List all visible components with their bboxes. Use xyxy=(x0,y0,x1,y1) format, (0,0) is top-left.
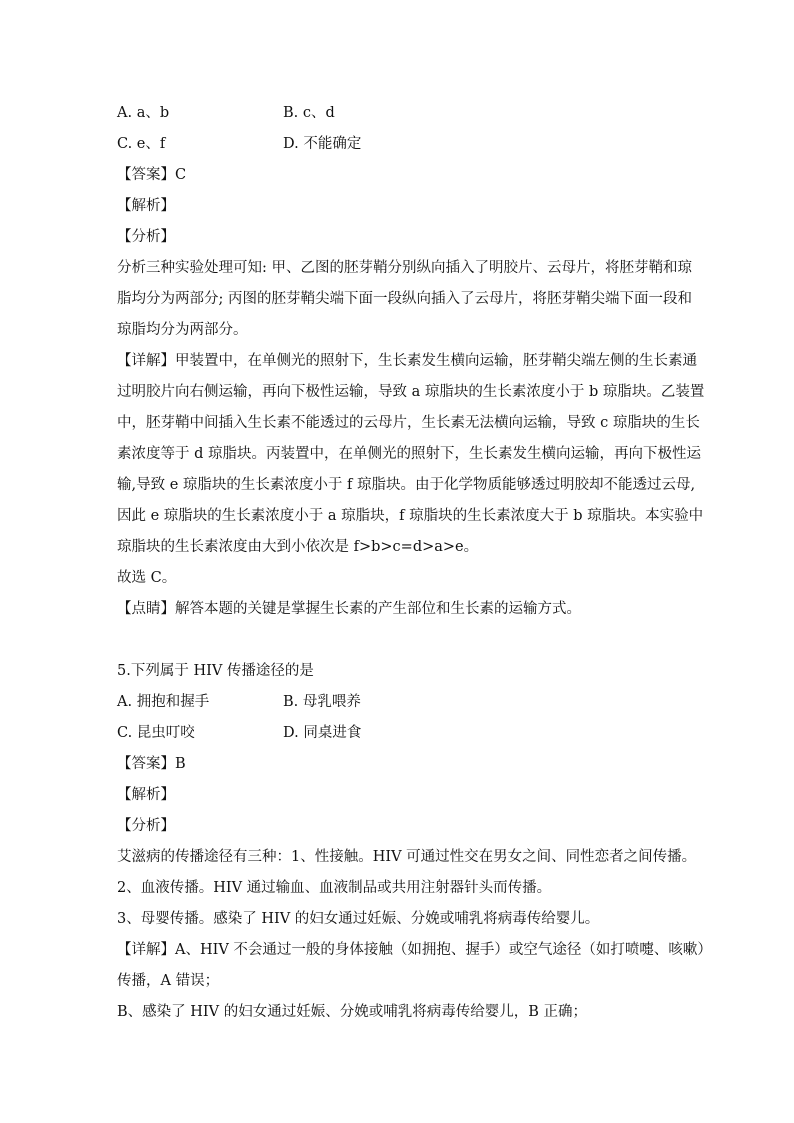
q4-detail-line: 因此 e 琼脂块的生长素浓度小于 a 琼脂块，f 琼脂块的生长素浓度大于 b 琼脂块。本实验中 xyxy=(117,508,704,524)
q5-option-d: D. 同桌进食 xyxy=(283,725,362,741)
q4-detail-line: 素浓度等于 d 琼脂块。丙装置中，在单侧光的照射下，生长素发生横向运输，再向下极性运 xyxy=(117,446,701,462)
q4-option-a: A. a、b xyxy=(117,105,170,121)
q4-option-d: D. 不能确定 xyxy=(283,136,362,152)
q5-question: 5.下列属于 HIV 传播途径的是 xyxy=(117,663,314,679)
q4-dianjing: 【点睛】解答本题的关键是掌握生长素的产生部位和生长素的运输方式。 xyxy=(117,601,581,617)
q5-option-row-2 xyxy=(117,718,677,749)
q5-option-a: A. 拥抱和握手 xyxy=(117,694,210,710)
q4-jiexi-heading: 【解析】 xyxy=(117,198,175,214)
q5-option-b: B. 母乳喂养 xyxy=(283,694,361,710)
q4-fenxi-line: 脂均分为两部分; 丙图的胚芽鞘尖端下面一段纵向插入了云母片，将胚芽鞘尖端下面一段和 xyxy=(117,291,692,307)
q5-option-c: C. 昆虫叮咬 xyxy=(117,725,195,741)
q5-fenxi-line: 2、血液传播。HIV 通过输血、血液制品或共用注射器针头而传播。 xyxy=(117,880,552,896)
q5-jiexi-heading: 【解析】 xyxy=(117,787,175,803)
q5-detail-line: 【详解】A、HIV 不会通过一般的身体接触（如拥抱、握手）或空气途径（如打喷嚏、咳嗽） xyxy=(117,942,712,958)
q4-conclusion: 故选 C。 xyxy=(117,570,177,586)
q4-fenxi-line: 琼脂均分为两部分。 xyxy=(117,322,248,338)
q5-fenxi-line: 3、母婴传播。感染了 HIV 的妇女通过妊娠、分娩或哺乳将病毒传给婴儿。 xyxy=(117,911,600,927)
q4-detail-line: 过明胶片向右侧运输，再向下极性运输，导致 a 琼脂块的生长素浓度小于 b 琼脂块。乙装置 xyxy=(117,384,705,400)
q5-answer: 【答案】B xyxy=(117,756,186,772)
q4-detail-line: 琼脂块的生长素浓度由大到小依次是 f>b>c=d>a>e。 xyxy=(117,539,479,555)
q5-option-row-1 xyxy=(117,687,677,718)
q4-answer: 【答案】C xyxy=(117,167,187,183)
q4-detail-line: 【详解】甲装置中，在单侧光的照射下，生长素发生横向运输，胚芽鞘尖端左侧的生长素通 xyxy=(117,353,697,369)
q4-fenxi-heading: 【分析】 xyxy=(117,229,175,245)
document-page xyxy=(117,98,712,1028)
q4-option-row-2 xyxy=(117,129,677,160)
q4-option-b: B. c、d xyxy=(283,105,335,121)
q5-detail-line: B、感染了 HIV 的妇女通过妊娠、分娩或哺乳将病毒传给婴儿，B 正确； xyxy=(117,1004,587,1020)
q5-fenxi-heading: 【分析】 xyxy=(117,818,175,834)
q4-detail-line: 中，胚芽鞘中间插入生长素不能透过的云母片，生长素无法横向运输，导致 c 琼脂块的生长 xyxy=(117,415,700,431)
q4-option-row-1 xyxy=(117,98,677,129)
q5-detail-line: 传播，A 错误； xyxy=(117,973,220,989)
q4-detail-line: 输,导致 e 琼脂块的生长素浓度小于 f 琼脂块。由于化学物质能够透过明胶却不能透过云母, xyxy=(117,477,696,493)
q4-option-c: C. e、f xyxy=(117,136,166,152)
q5-fenxi-line: 艾滋病的传播途径有三种：1、性接触。HIV 可通过性交在男女之间、同性恋者之间传播。 xyxy=(117,849,697,865)
question-gap xyxy=(117,625,677,656)
q4-fenxi-line: 分析三种实验处理可知: 甲、乙图的胚芽鞘分别纵向插入了明胶片、云母片，将胚芽鞘和琼 xyxy=(117,260,692,276)
